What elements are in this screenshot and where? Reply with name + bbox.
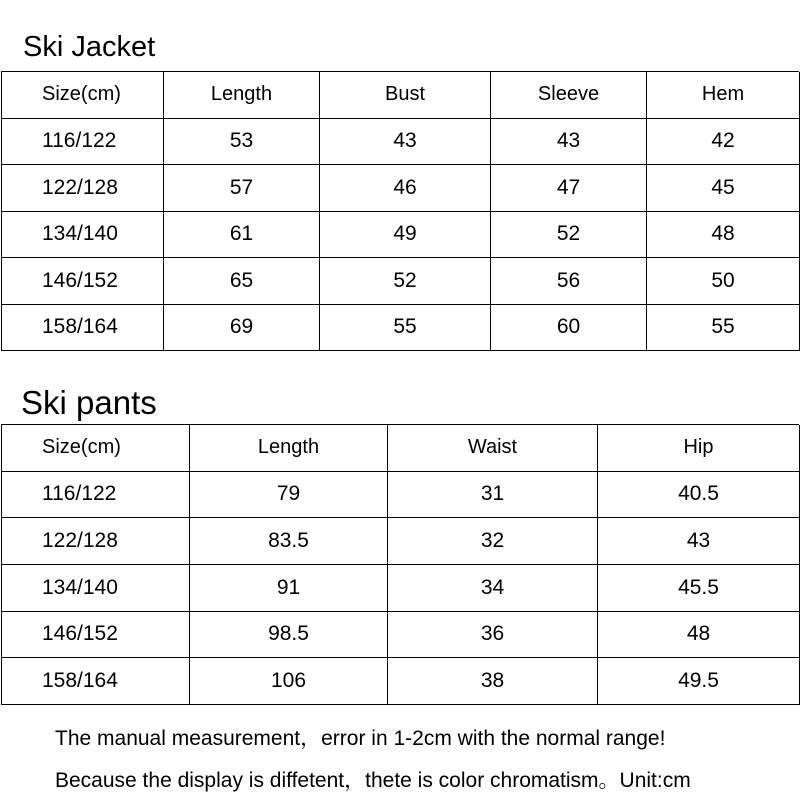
column-header: Hip (598, 425, 800, 472)
size-cell: 134/140 (2, 565, 190, 612)
measurement-cell: 60 (491, 305, 647, 352)
measurement-cell: 50 (647, 258, 800, 305)
measurement-cell: 52 (491, 212, 647, 259)
measurement-cell: 47 (491, 165, 647, 212)
pants-title: Ski pants (21, 384, 157, 421)
size-cell: 116/122 (2, 119, 164, 166)
measurement-cell: 43 (598, 518, 800, 565)
column-header: Hem (647, 72, 800, 119)
measurement-cell: 98.5 (190, 612, 388, 659)
size-cell: 122/128 (2, 165, 164, 212)
column-header: Length (164, 72, 320, 119)
color-unit-note: Because the display is diffetent，thete is color chromatism。Unit:cm (55, 769, 691, 792)
measurement-cell: 40.5 (598, 472, 800, 519)
column-header: Size(cm) (2, 425, 190, 472)
size-cell: 158/164 (2, 305, 164, 352)
measurement-cell: 34 (388, 565, 598, 612)
size-cell: 158/164 (2, 658, 190, 705)
measurement-cell: 53 (164, 119, 320, 166)
jacket-size-table (1, 71, 799, 351)
column-header: Length (190, 425, 388, 472)
measurement-cell: 43 (491, 119, 647, 166)
measurement-cell: 36 (388, 612, 598, 659)
size-cell: 134/140 (2, 212, 164, 259)
pants-size-table (1, 424, 799, 705)
size-cell: 122/128 (2, 518, 190, 565)
measurement-cell: 56 (491, 258, 647, 305)
measurement-cell: 43 (320, 119, 491, 166)
measurement-cell: 45.5 (598, 565, 800, 612)
measurement-cell: 42 (647, 119, 800, 166)
measurement-cell: 48 (647, 212, 800, 259)
column-header: Waist (388, 425, 598, 472)
measurement-cell: 45 (647, 165, 800, 212)
measurement-cell: 52 (320, 258, 491, 305)
measurement-cell: 49 (320, 212, 491, 259)
measurement-note: The manual measurement，error in 1-2cm with the normal range! (55, 727, 666, 750)
column-header: Bust (320, 72, 491, 119)
size-cell: 146/152 (2, 258, 164, 305)
measurement-cell: 46 (320, 165, 491, 212)
measurement-cell: 32 (388, 518, 598, 565)
measurement-cell: 91 (190, 565, 388, 612)
size-cell: 116/122 (2, 472, 190, 519)
measurement-cell: 106 (190, 658, 388, 705)
measurement-cell: 69 (164, 305, 320, 352)
measurement-cell: 38 (388, 658, 598, 705)
measurement-cell: 79 (190, 472, 388, 519)
size-cell: 146/152 (2, 612, 190, 659)
jacket-title: Ski Jacket (23, 31, 156, 63)
measurement-cell: 57 (164, 165, 320, 212)
measurement-cell: 83.5 (190, 518, 388, 565)
measurement-cell: 61 (164, 212, 320, 259)
column-header: Sleeve (491, 72, 647, 119)
measurement-cell: 55 (320, 305, 491, 352)
measurement-cell: 55 (647, 305, 800, 352)
column-header: Size(cm) (2, 72, 164, 119)
measurement-cell: 65 (164, 258, 320, 305)
measurement-cell: 31 (388, 472, 598, 519)
measurement-cell: 49.5 (598, 658, 800, 705)
measurement-cell: 48 (598, 612, 800, 659)
